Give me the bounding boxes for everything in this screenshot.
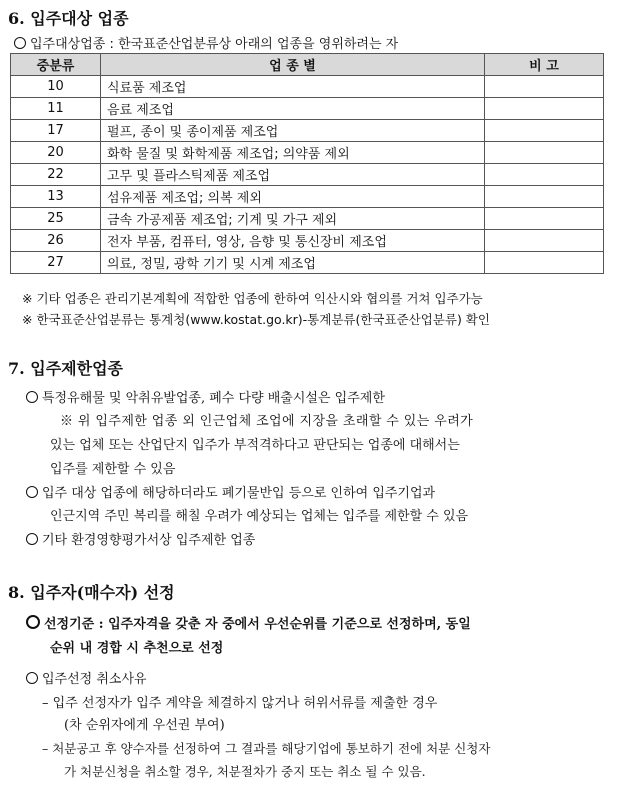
- cell-industry: 전자 부품, 컴퓨터, 영상, 음향 및 통신장비 제조업: [101, 230, 485, 252]
- cancellation-reason-2: – 처분공고 후 양수자를 선정하여 그 결과를 해당기업에 통보하기 전에 처분 신청자: [42, 741, 491, 756]
- circle-bullet-icon: [26, 672, 38, 684]
- cancellation-reason-1: – 입주 선정자가 입주 계약을 체결하지 않거나 허위서류를 제출한 경우: [42, 696, 438, 711]
- table-row: [11, 252, 604, 274]
- table-row: [11, 208, 604, 230]
- cancellation-reason-1-line-2: (차 순위자에게 우선권 부여): [64, 718, 225, 733]
- restriction-subnote-line-2: 있는 업체 또는 산업단지 입주가 부적격하다고 판단되는 업종에 대해서는: [50, 438, 460, 453]
- cell-industry: 펄프, 종이 및 종이제품 제조업: [101, 120, 485, 142]
- cell-industry: 화학 물질 및 화학제품 제조업; 의약품 제외: [101, 142, 485, 164]
- table-row: [11, 230, 604, 252]
- circle-bullet-icon: [26, 391, 38, 403]
- restriction-item-2: 입주 대상 업종에 해당하더라도 폐기물반입 등으로 인하여 입주기업과: [26, 482, 435, 501]
- cell-note: [485, 76, 604, 98]
- table-row: [11, 186, 604, 208]
- table-row: [11, 120, 604, 142]
- cell-note: [485, 142, 604, 164]
- note-other-industries: ※ 기타 업종은 관리기본계획에 적합한 업종에 한하여 익산시와 협의를 거쳐 입주가능: [22, 291, 483, 306]
- cell-industry: 의료, 정밀, 광학 기기 및 시계 제조업: [101, 252, 485, 274]
- section-6-heading: 6. 입주대상 업종: [8, 9, 129, 28]
- circle-bullet-icon: [14, 37, 26, 49]
- cell-code: 13: [11, 186, 101, 208]
- selection-criteria-line-2: 순위 내 경합 시 추천으로 선정: [50, 641, 224, 656]
- section-8-heading: 8. 입주자(매수자) 선정: [8, 583, 175, 602]
- table-row: [11, 142, 604, 164]
- section-6-intro: 입주대상업종 : 한국표준산업분류상 아래의 업종을 영위하려는 자: [14, 33, 398, 52]
- cell-code: 17: [11, 120, 101, 142]
- cell-code: 25: [11, 208, 101, 230]
- cell-industry: 식료품 제조업: [101, 76, 485, 98]
- cell-note: [485, 230, 604, 252]
- industry-table: [10, 53, 604, 274]
- cell-industry: 금속 가공제품 제조업; 기계 및 가구 제외: [101, 208, 485, 230]
- cell-industry: 고무 및 플라스틱제품 제조업: [101, 164, 485, 186]
- restriction-item-1: 특정유해물 및 악취유발업종, 폐수 다량 배출시설은 입주제한: [26, 387, 385, 406]
- cell-code: 20: [11, 142, 101, 164]
- cancellation-reason-2-line-2: 가 처분신청을 취소할 경우, 처분절차가 중지 또는 취소 될 수 있음.: [64, 764, 426, 779]
- cell-code: 27: [11, 252, 101, 274]
- table-row: [11, 164, 604, 186]
- restriction-subnote-line-1: ※ 위 입주제한 업종 외 인근업체 조업에 지장을 초래할 수 있는 우려가: [60, 414, 474, 429]
- header-industry: 업 종 별: [101, 54, 485, 76]
- cell-note: [485, 98, 604, 120]
- cell-note: [485, 120, 604, 142]
- circle-bullet-icon: [26, 486, 38, 498]
- cancellation-title: 입주선정 취소사유: [26, 668, 147, 687]
- cell-note: [485, 252, 604, 274]
- table-row: [11, 98, 604, 120]
- cell-code: 11: [11, 98, 101, 120]
- note-ksic-reference: ※ 한국표준산업분류는 통계청(www.kostat.go.kr)-통계분류(한국표준산업분류) 확인: [22, 312, 490, 327]
- header-note: 비 고: [485, 54, 604, 76]
- table-row: [11, 76, 604, 98]
- restriction-item-2-line-2: 인근지역 주민 복리를 해칠 우려가 예상되는 업체는 입주를 제한할 수 있음: [50, 509, 469, 524]
- selection-criteria: 선정기준 : 입주자격을 갖춘 자 중에서 우선순위를 기준으로 선정하며, 동일: [26, 613, 471, 632]
- restriction-subnote-line-3: 입주를 제한할 수 있음: [50, 462, 176, 477]
- cell-note: [485, 164, 604, 186]
- cell-code: 26: [11, 230, 101, 252]
- cell-code: 22: [11, 164, 101, 186]
- cell-note: [485, 186, 604, 208]
- circle-bullet-icon: [26, 615, 40, 629]
- restriction-item-3: 기타 환경영향평가서상 입주제한 업종: [26, 529, 255, 548]
- circle-bullet-icon: [26, 533, 38, 545]
- header-code: 중분류: [11, 54, 101, 76]
- cell-industry: 섬유제품 제조업; 의복 제외: [101, 186, 485, 208]
- cell-industry: 음료 제조업: [101, 98, 485, 120]
- cell-code: 10: [11, 76, 101, 98]
- cell-note: [485, 208, 604, 230]
- table-header-row: [11, 54, 604, 76]
- section-7-heading: 7. 입주제한업종: [8, 359, 124, 378]
